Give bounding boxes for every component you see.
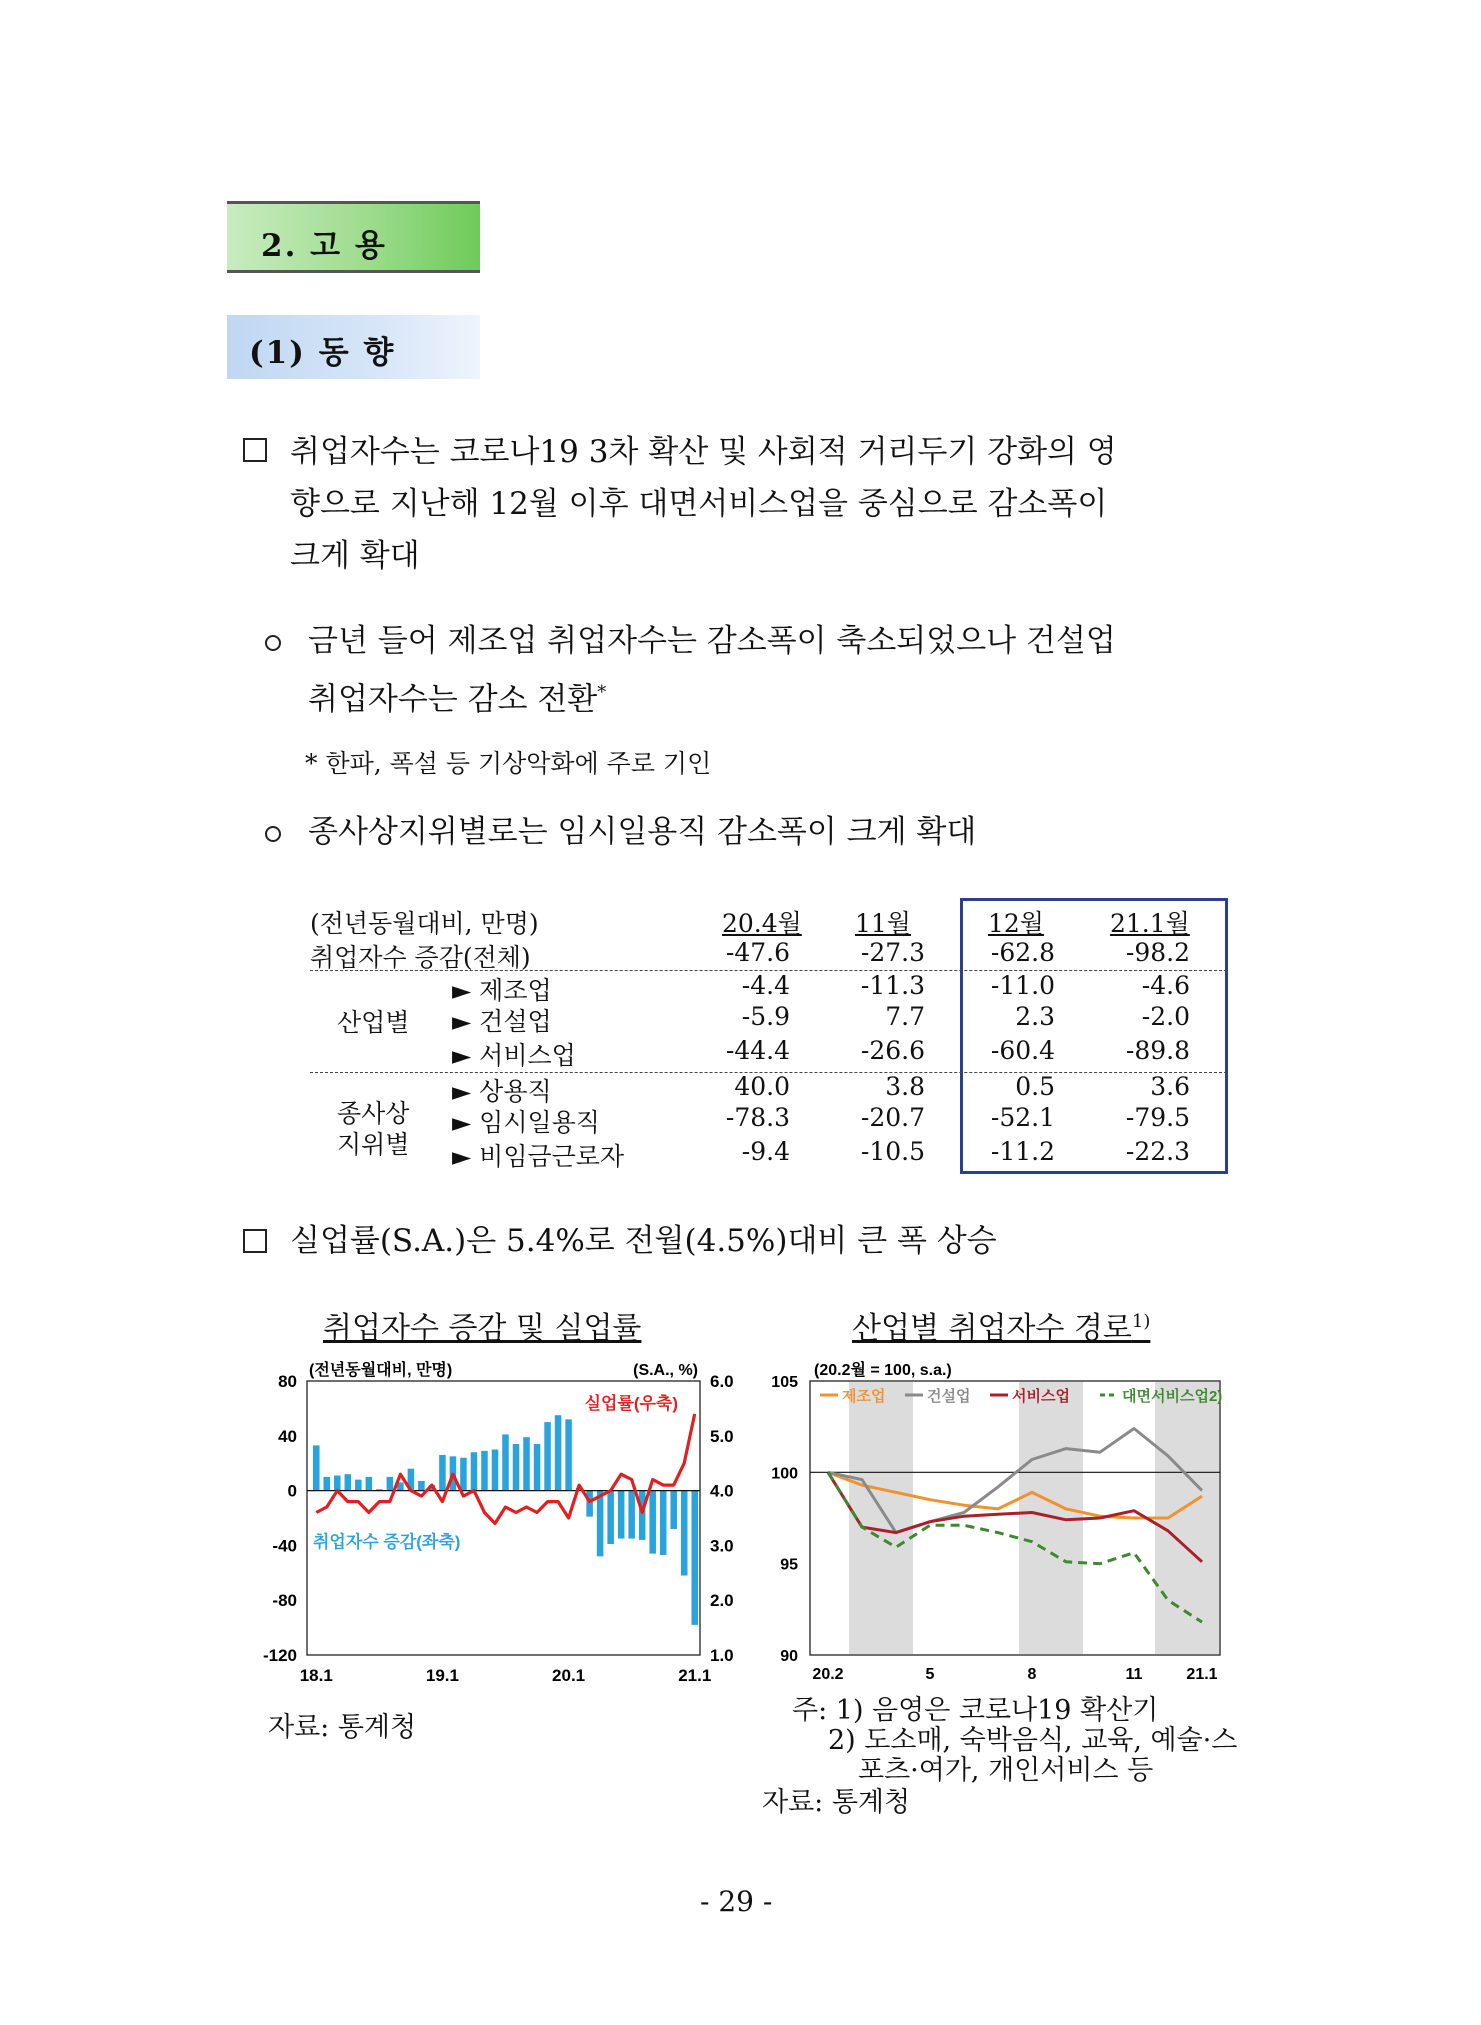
y-left-tick-label: -80	[272, 1591, 297, 1611]
employment-bar	[555, 1415, 562, 1490]
subbullet-1-line-2: 취업자수는 감소 전환	[308, 681, 598, 718]
legend-label: 대면서비스업2)	[1122, 1388, 1223, 1405]
table-row-label: ► 상용직	[452, 1077, 552, 1106]
employment-bar	[334, 1476, 341, 1491]
employment-bar	[544, 1422, 551, 1491]
legend-label: 건설업	[927, 1388, 971, 1405]
subsection-title: (1) 동 향	[249, 335, 396, 371]
table-row-label: ► 제조업	[452, 976, 552, 1005]
table-cell: 7.7	[885, 1002, 925, 1031]
unemployment-series-label: 실업률(우축)	[584, 1394, 678, 1413]
employment-bar	[523, 1437, 530, 1490]
table-col-2: 11월	[855, 909, 911, 938]
table-cell: -5.9	[741, 1002, 790, 1031]
employment-bar	[502, 1434, 509, 1490]
y-left-tick-label: -40	[272, 1536, 297, 1556]
table-group-2-label-2: 지위별	[337, 1130, 410, 1159]
employment-bar	[649, 1491, 656, 1554]
note-3: 포츠·여가, 개인서비스 등	[858, 1755, 1154, 1786]
y-left-tick-label: 0	[287, 1481, 297, 1501]
footnote-mark: *	[597, 682, 607, 703]
employment-series-label: 취업자수 증감(좌축)	[313, 1532, 461, 1552]
right-unit-label: (S.A., %)	[633, 1362, 698, 1379]
section-title: 2. 고 용	[261, 228, 387, 264]
covid-shade	[849, 1382, 913, 1654]
right-chart-title-text: 산업별 취업자수 경로	[852, 1311, 1132, 1346]
left-chart-title: 취업자수 증감 및 실업률	[323, 1311, 642, 1346]
table-cell: -79.5	[1125, 1103, 1190, 1132]
employment-bar	[387, 1477, 394, 1491]
x-tick-label: 20.1	[552, 1666, 586, 1685]
employment-bar	[324, 1477, 331, 1491]
y-right-tick-label: 5.0	[710, 1426, 734, 1446]
y-tick-label: 90	[780, 1648, 798, 1665]
table-cell: -4.4	[741, 971, 790, 1000]
employment-bar	[618, 1491, 625, 1539]
employment-bar	[586, 1491, 593, 1517]
page-number: - 29 -	[700, 1885, 773, 1918]
y-right-tick-label: 2.0	[710, 1591, 734, 1611]
note-2: 2) 도소매, 숙박음식, 교육, 예술·스	[828, 1725, 1238, 1756]
y-tick-label: 105	[771, 1374, 798, 1391]
right-chart-title-sup: 1)	[1131, 1311, 1151, 1332]
y-tick-label: 95	[780, 1556, 798, 1574]
table-group-2-label-1: 종사상	[337, 1099, 410, 1128]
table-total-v4: -98.2	[1125, 938, 1190, 967]
x-tick-label: 21.1	[678, 1666, 712, 1685]
y-left-tick-label: 40	[278, 1426, 297, 1446]
y-right-tick-label: 4.0	[710, 1481, 734, 1501]
x-tick-label: 21.1	[1186, 1666, 1218, 1683]
table-cell: -2.0	[1141, 1002, 1190, 1031]
x-tick-label: 19.1	[425, 1666, 459, 1685]
circle-bullet-1	[265, 635, 281, 655]
employment-bar	[513, 1444, 520, 1491]
table-row-label: ► 서비스업	[452, 1041, 576, 1070]
right-chart-title	[852, 1303, 1150, 1347]
subbullet-1-text	[308, 615, 1270, 725]
subbullet-2-text: 종사상지위별로는 임시일용직 감소폭이 크게 확대	[308, 814, 977, 850]
y-right-tick-label: 6.0	[710, 1372, 734, 1391]
table-cell: 40.0	[734, 1072, 790, 1101]
table-group-1-label: 산업별	[337, 1008, 410, 1037]
bullet-1-text	[290, 426, 1270, 582]
left-unit-label: (전년동월대비, 만명)	[309, 1362, 453, 1379]
table-cell: -89.8	[1125, 1036, 1190, 1065]
left-chart	[255, 1355, 734, 1695]
table-cell: -4.6	[1141, 971, 1190, 1000]
employment-bar	[345, 1474, 352, 1490]
x-tick-label: 5	[925, 1666, 935, 1683]
table-cell: 2.3	[1015, 1002, 1055, 1031]
employment-bar	[355, 1480, 362, 1491]
employment-bar	[439, 1455, 446, 1491]
table-cell: -20.7	[860, 1103, 925, 1132]
square-bullet-icon	[243, 1229, 267, 1253]
table-cell: 3.8	[885, 1072, 925, 1101]
employment-bar	[691, 1491, 698, 1625]
table-total-v2: -27.3	[860, 938, 925, 967]
legend-label: 서비스업	[1012, 1388, 1070, 1405]
employment-bar	[313, 1445, 320, 1490]
bullet-1-line-1: 취업자수는 코로나19 3차 확산 및 사회적 거리두기 강화의 영	[290, 434, 1117, 470]
employment-bar	[565, 1419, 572, 1490]
circle-bullet-2	[265, 826, 281, 846]
table-row-label: ► 건설업	[452, 1007, 552, 1036]
employment-bar	[681, 1491, 688, 1576]
table-cell: 3.6	[1150, 1072, 1190, 1101]
employment-bar	[628, 1491, 635, 1539]
y-right-tick-label: 3.0	[710, 1536, 734, 1556]
table-cell: -26.6	[860, 1036, 925, 1065]
table-cell: 0.5	[1015, 1072, 1055, 1101]
employment-bar	[597, 1491, 604, 1557]
employment-bar	[492, 1450, 499, 1491]
bullet-1-line-2: 향으로 지난해 12월 이후 대면서비스업을 중심으로 감소폭이	[290, 486, 1108, 522]
table-cell: -9.4	[741, 1137, 790, 1166]
bullet-1-line-3: 크게 확대	[290, 538, 420, 574]
employment-bar	[607, 1491, 614, 1544]
left-source: 자료: 통계청	[268, 1712, 417, 1743]
table-unit: (전년동월대비, 만명)	[310, 909, 539, 938]
table-cell: -78.3	[725, 1103, 790, 1132]
bullet-square-2	[243, 1229, 267, 1257]
x-tick-label: 18.1	[299, 1666, 333, 1685]
table-cell: -60.4	[990, 1036, 1055, 1065]
square-bullet-icon	[243, 438, 267, 462]
right-source: 자료: 통계청	[762, 1787, 911, 1818]
employment-bar	[670, 1491, 677, 1529]
unit-label: (20.2월 = 100, s.a.)	[814, 1362, 952, 1379]
table-cell: -11.3	[860, 971, 925, 1000]
section-header	[227, 201, 480, 273]
bullet-2-text: 실업률(S.A.)은 5.4%로 전월(4.5%)대비 큰 폭 상승	[290, 1223, 997, 1259]
table-col-3: 12월	[988, 909, 1044, 938]
subbullet-1-line-1: 금년 들어 제조업 취업자수는 감소폭이 축소되었으나 건설업	[308, 623, 1116, 659]
x-tick-label: 8	[1027, 1666, 1037, 1683]
y-left-tick-label: 80	[278, 1372, 297, 1391]
y-tick-label: 100	[771, 1465, 798, 1483]
circle-bullet-icon	[265, 635, 281, 651]
table-cell: -11.0	[990, 971, 1055, 1000]
employment-bar	[639, 1491, 646, 1540]
bullet-square-1	[243, 426, 267, 478]
employment-bar	[660, 1491, 667, 1555]
employment-bar	[418, 1481, 425, 1491]
table-row-label: ► 임시일용직	[452, 1108, 600, 1137]
employment-bar	[460, 1458, 467, 1491]
legend-label: 제조업	[842, 1388, 886, 1405]
circle-bullet-icon	[265, 826, 281, 842]
table-row-label: ► 비임금근로자	[452, 1142, 625, 1171]
employment-bar	[481, 1451, 488, 1491]
y-left-tick-label: -120	[262, 1646, 297, 1665]
table-cell: -52.1	[990, 1103, 1055, 1132]
subbullet-1-note: * 한파, 폭설 등 기상악화에 주로 기인	[305, 749, 712, 778]
note-1: 주: 1) 음영은 코로나19 확산기	[792, 1695, 1159, 1726]
table-cell: -10.5	[860, 1137, 925, 1166]
x-tick-label: 11	[1125, 1666, 1143, 1683]
employment-bar	[534, 1444, 541, 1491]
table-total-v1: -47.6	[725, 938, 790, 967]
y-right-tick-label: 1.0	[710, 1646, 734, 1665]
table-total-label: 취업자수 증감(전체)	[310, 943, 531, 972]
table-cell: -44.4	[725, 1036, 790, 1065]
table-col-4: 21.1월	[1110, 909, 1190, 938]
subsection-header	[227, 315, 480, 379]
employment-bar	[471, 1452, 478, 1490]
employment-bar	[366, 1477, 373, 1491]
right-chart	[760, 1355, 1260, 1695]
table-cell: -11.2	[990, 1137, 1055, 1166]
table-total-v3: -62.8	[990, 938, 1055, 967]
table-col-1: 20.4월	[722, 909, 802, 938]
x-tick-label: 20.2	[812, 1666, 844, 1683]
table-cell: -22.3	[1125, 1137, 1190, 1166]
